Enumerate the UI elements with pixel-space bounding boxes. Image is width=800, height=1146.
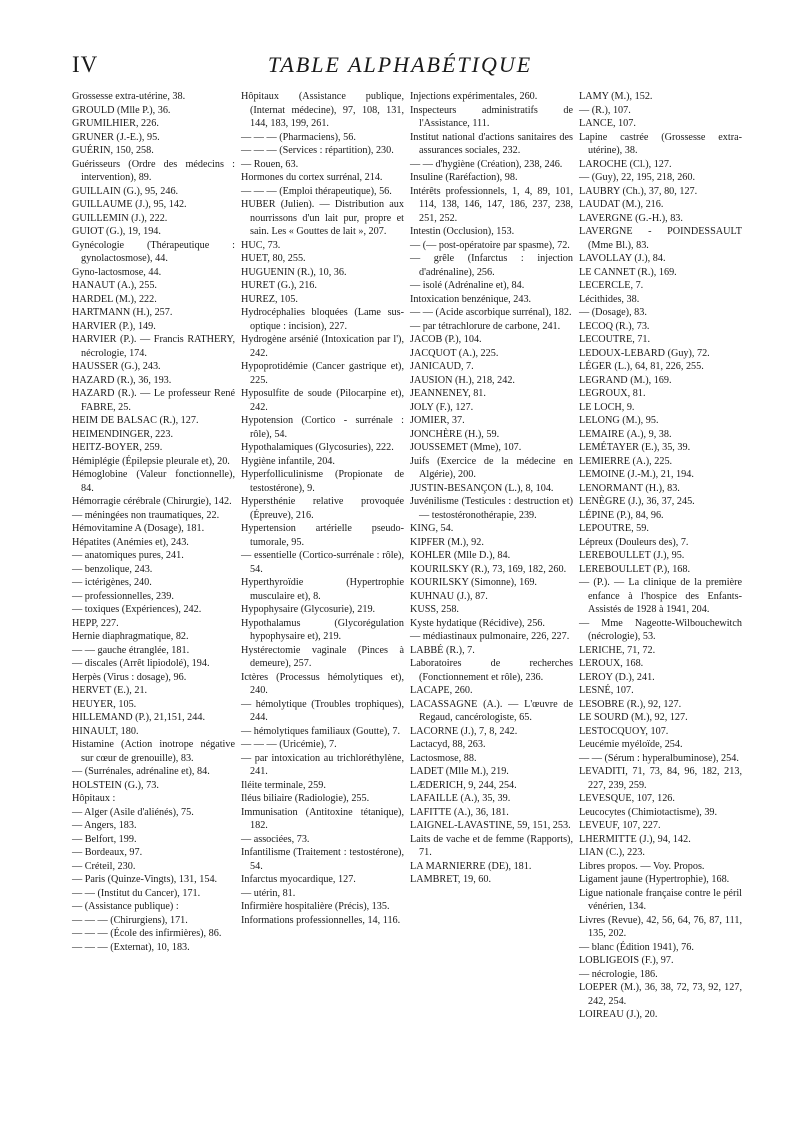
index-entry: Hystérectomie vaginale (Pinces à demeure), 257. (241, 644, 404, 669)
index-entry: LACAPE, 260. (410, 685, 473, 696)
index-entry: — méningées non traumatiques, 22. (72, 509, 220, 521)
index-entry: — — — (Externat), 10, 183. (72, 941, 190, 953)
index-entry: HEITZ-BOYER, 259. (72, 442, 163, 453)
index-entry: LEMIERRE (A.), 225. (579, 455, 673, 467)
index-entry: KUSS, 258. (410, 604, 459, 615)
index-entry: LAUDAT (M.), 216. (579, 199, 664, 210)
index-entry: LA MARNIERRE (DE), 181. (410, 860, 532, 872)
index-entry: HARVIER (P.). — Francis RATHERY, nécrologie, 174. (72, 334, 235, 359)
index-entry: JOMIER, 37. (410, 415, 465, 426)
index-entry: Hémorragie cérébrale (Chirurgie), 142. (72, 496, 232, 507)
index-entry: JOUSSEMET (Mme), 107. (410, 442, 522, 453)
index-entry: Lépreux (Douleurs des), 7. (579, 536, 689, 548)
index-entry: LOIREAU (J.), 20. (579, 1009, 658, 1020)
index-entry: HURET (G.), 216. (241, 280, 317, 291)
index-entry: Hémovitamine A (Dosage), 181. (72, 523, 205, 534)
index-entry: HERVET (E.), 21. (72, 685, 148, 696)
index-entry: LECOUTRE, 71. (579, 334, 651, 345)
index-entry: Lactacyd, 88, 263. (410, 739, 486, 750)
index-entry: — Angers, 183. (72, 820, 137, 831)
index-entry: — par intoxication au trichloréthylène, 241. (241, 752, 404, 777)
index-entry: GUILLEMIN (J.), 222. (72, 212, 168, 224)
index-entry: JONCHÈRE (H.), 59. (410, 428, 500, 440)
index-entry: LE CANNET (R.), 169. (579, 266, 677, 278)
index-entry: KUHNAU (J.), 87. (410, 590, 488, 602)
index-entry: — (P.). — La clinique de la première enfance à l'hospice des Enfants-Assistés de 1928 à 1941, 204. (579, 577, 742, 615)
index-entry: LEROY (D.), 241. (579, 671, 655, 683)
index-entry: Intoxication benzénique, 243. (410, 293, 532, 305)
index-entry: HEIMENDINGER, 223. (72, 428, 174, 440)
index-entry: Grossesse extra-utérine, 38. (72, 91, 186, 102)
index-column-2 (241, 90, 404, 1022)
index-entry: Laboratoires de recherches (Fonctionnement et rôle), 236. (410, 658, 573, 683)
index-entry: LANCE, 107. (579, 118, 636, 129)
index-entry: Hypersthénie relative provoquée (Épreuve), 216. (241, 496, 404, 521)
index-entry: LEREBOULLET (J.), 95. (579, 550, 685, 561)
index-entry: Hyposulfite de soude (Pilocarpine et), 242. (241, 388, 404, 413)
index-entry: — ictérigènes, 240. (72, 577, 152, 588)
index-entry: GRUNER (J.-E.), 95. (72, 131, 160, 143)
index-entry: — (Assistance publique) : (72, 901, 179, 912)
index-entry: LAVERGNE (G.-H.), 83. (579, 212, 683, 224)
index-entry: GUIOT (G.), 19, 194. (72, 226, 161, 237)
index-entry: Hypotension (Cortico - surrénale : rôle), 54. (241, 415, 404, 440)
index-entry: KING, 54. (410, 523, 454, 534)
index-entry: Inspecteurs administratifs de l'Assistance, 111. (410, 104, 573, 129)
index-entry: — toxiques (Expériences), 242. (72, 604, 202, 615)
index-entry: Hôpitaux (Assistance publique, (Internat médecine), 97, 108, 131, 144, 183, 199, 261. (241, 91, 404, 129)
index-entry: — nécrologie, 186. (579, 968, 658, 980)
index-entry: HUET, 80, 255. (241, 253, 306, 264)
index-entry: HOLSTEIN (G.), 73. (72, 779, 159, 791)
index-entry: — hémolytique (Troubles trophiques), 244. (241, 698, 404, 723)
index-entry: LEREBOULLET (P.), 168. (579, 563, 691, 575)
index-entry: KOHLER (Mlle D.), 84. (410, 550, 511, 561)
index-entry: HINAULT, 180. (72, 725, 139, 737)
index-entry: — (Surrénales, adrénaline et), 84. (72, 766, 210, 777)
index-entry: LAMY (M.), 152. (579, 91, 653, 102)
index-entry: LADET (Mlle M.), 219. (410, 766, 509, 777)
index-entry: — discales (Arrêt lipiodolé), 194. (72, 658, 210, 669)
index-entry: HAZARD (R.). — Le professeur René FABRE, 25. (72, 388, 235, 413)
index-entry: — — — (Services : répartition), 230. (241, 145, 394, 156)
index-entry: HARVIER (P.), 149. (72, 320, 156, 332)
index-entry: LERICHE, 71, 72. (579, 644, 656, 656)
index-entry: Lapine castrée (Grossesse extra-utérine), 38. (579, 131, 742, 156)
index-entry: Guérisseurs (Ordre des médecins : intervention), 89. (72, 158, 235, 183)
index-entry: Ictères (Processus hémolytiques et), 240. (241, 671, 404, 696)
index-entry: — — — (Chirurgiens), 171. (72, 914, 188, 926)
index-entry: KOURILSKY (Simonne), 169. (410, 577, 537, 588)
index-entry: — grêle (Infarctus : injection d'adrénaline), 256. (410, 253, 573, 278)
index-entry: LEVESQUE, 107, 126. (579, 793, 675, 804)
index-entry: — — — (École des infirmières), 86. (72, 928, 222, 939)
index-column-3 (410, 90, 573, 1022)
index-entry: GUILLAIN (G.), 95, 246. (72, 185, 179, 197)
index-columns (72, 90, 772, 1022)
index-entry: — — — (Emploi thérapeutique), 56. (241, 185, 392, 197)
index-entry: Lécithides, 38. (579, 293, 640, 305)
index-entry: — Alger (Asile d'aliénés), 75. (72, 806, 194, 818)
index-entry: — par tétrachlorure de carbone, 241. (410, 320, 561, 332)
index-entry: HANAUT (A.), 255. (72, 280, 157, 291)
index-entry: Hypertension artérielle pseudo-tumorale, 95. (241, 523, 404, 548)
index-entry: LENORMANT (H.), 83. (579, 482, 680, 494)
index-entry: Hygiène infantile, 204. (241, 455, 335, 467)
index-entry: Intestin (Occlusion), 153. (410, 226, 515, 237)
index-entry: LELONG (M.), 95. (579, 415, 659, 426)
index-entry: LOBLIGEOIS (F.), 97. (579, 955, 674, 966)
index-entry: LAFITTE (A.), 36, 181. (410, 806, 509, 818)
index-entry: Hernie diaphragmatique, 82. (72, 631, 189, 642)
index-entry: Hémiplégie (Épilepsie pleurale et), 20. (72, 455, 230, 467)
index-entry: LABBÉ (R.), 7. (410, 644, 475, 656)
index-entry: GUILLAUME (J.), 95, 142. (72, 199, 187, 210)
index-entry: LAROCHE (Cl.), 127. (579, 158, 672, 170)
index-entry: Injections expérimentales, 260. (410, 91, 538, 102)
index-entry: JACOB (P.), 104. (410, 334, 482, 345)
index-entry: Juvénilisme (Testicules : destruction et) — testostéronothérapie, 239. (410, 496, 573, 521)
index-entry: HARDEL (M.), 222. (72, 293, 157, 305)
index-entry: Hôpitaux : (72, 793, 116, 804)
page-title: TABLE ALPHABÉTIQUE (267, 52, 533, 77)
index-entry: Laits de vache et de femme (Rapports), 71. (410, 833, 573, 858)
index-entry: Livres (Revue), 42, 56, 64, 76, 87, 111, 135, 202. (579, 914, 742, 939)
index-entry: — (Dosage), 83. (579, 307, 647, 318)
index-entry: JAUSION (H.), 218, 242. (410, 374, 515, 386)
index-entry: LEVADITI, 71, 73, 84, 96, 182, 213, 227, 239, 259. (579, 766, 742, 791)
index-entry: LENÈGRE (J.), 36, 37, 245. (579, 496, 695, 507)
index-entry: — (Guy), 22, 195, 218, 260. (579, 172, 696, 183)
index-entry: Histamine (Action inotrope négative sur cœur de grenouille), 83. (72, 739, 235, 764)
index-entry: LAIGNEL-LAVASTINE, 59, 151, 253. (410, 820, 571, 831)
index-entry: LEMAIRE (A.), 9, 38. (579, 428, 672, 440)
index-entry: KIPFER (M.), 92. (410, 536, 484, 548)
index-entry: LE SOURD (M.), 92, 127. (579, 712, 688, 723)
index-entry: — — (Acide ascorbique surrénal), 182. (410, 307, 572, 318)
index-entry: Hypothalamiques (Glycosuries), 222. (241, 442, 394, 453)
index-entry: LAUBRY (Ch.), 37, 80, 127. (579, 185, 698, 197)
index-entry: JUSTIN-BESANÇON (L.), 8, 104. (410, 482, 554, 494)
index-entry: — — — (Uricémie), 7. (241, 739, 337, 750)
index-entry: LACORNE (J.), 7, 8, 242. (410, 725, 518, 737)
index-entry: LECOQ (R.), 73. (579, 320, 650, 332)
index-entry: LECERCLE, 7. (579, 280, 644, 291)
index-entry: Hypophysaire (Glycosurie), 219. (241, 604, 376, 615)
index-entry: — Bordeaux, 97. (72, 847, 143, 858)
index-entry: — associées, 73. (241, 833, 310, 845)
index-entry: HEIM DE BALSAC (R.), 127. (72, 415, 199, 426)
index-entry: LÉGER (L.), 64, 81, 226, 255. (579, 361, 704, 372)
index-column-4 (579, 90, 742, 1022)
index-entry: — — gauche étranglée, 181. (72, 644, 190, 656)
index-entry: LACASSAGNE (A.). — L'œuvre de Regaud, cancérologiste, 65. (410, 698, 573, 723)
index-entry: Hypoprotidémie (Cancer gastrique et), 225. (241, 361, 404, 386)
index-entry: HARTMANN (H.), 257. (72, 307, 173, 318)
index-entry: — Créteil, 230. (72, 860, 136, 872)
index-entry: Infirmière hospitalière (Précis), 135. (241, 901, 390, 912)
index-entry: HUC, 73. (241, 239, 281, 251)
index-entry: JEANNENEY, 81. (410, 388, 486, 399)
index-entry: LAVOLLAY (J.), 84. (579, 253, 666, 264)
index-entry: Leucémie myéloïde, 254. (579, 739, 683, 750)
index-entry: LÉPINE (P.), 84, 96. (579, 509, 664, 521)
index-entry: JOLY (F.), 127. (410, 401, 474, 413)
index-entry: Hyperthyroïdie (Hypertrophie musculaire et), 8. (241, 577, 404, 602)
index-entry: — — — (Pharmaciens), 56. (241, 131, 356, 143)
index-entry: HEUYER, 105. (72, 698, 137, 710)
index-entry: — utérin, 81. (241, 887, 296, 899)
index-entry: HEPP, 227. (72, 617, 119, 629)
index-entry: — Rouen, 63. (241, 158, 299, 170)
index-entry: HUBER (Julien). — Distribution aux nourrissons d'un lait pur, propre et sain. Les « Gouttes de lait », 207. (241, 199, 404, 237)
index-entry: Hormones du cortex surrénal, 214. (241, 172, 383, 183)
index-entry: Hydrocéphalies bloquées (Lame sus-optique : incision), 227. (241, 307, 404, 332)
index-entry: LAFAILLE (A.), 35, 39. (410, 793, 511, 804)
index-entry: — — (Sérum : hyperalbuminose), 254. (579, 752, 739, 764)
index-entry: Herpès (Virus : dosage), 96. (72, 671, 187, 683)
index-entry: Iléite terminale, 259. (241, 779, 326, 791)
index-entry: KOURILSKY (R.), 73, 169, 182, 260. (410, 563, 567, 575)
index-entry: Ligament jaune (Hypertrophie), 168. (579, 874, 730, 885)
page-number: IV (72, 52, 99, 77)
index-entry: LE LOCH, 9. (579, 401, 635, 413)
index-entry: Lactosmose, 88. (410, 752, 477, 764)
index-entry: — Belfort, 199. (72, 833, 137, 845)
index-entry: — (— post-opératoire par spasme), 72. (410, 239, 570, 251)
index-entry: GRUMILHIER, 226. (72, 118, 159, 129)
index-entry: LEGRAND (M.), 169. (579, 374, 672, 386)
index-entry: — — (Institut du Cancer), 171. (72, 887, 201, 899)
index-entry: — Paris (Quinze-Vingts), 131, 154. (72, 874, 218, 885)
index-entry: HAUSSER (G.), 243. (72, 361, 161, 372)
index-entry: LEPOUTRE, 59. (579, 523, 649, 534)
index-entry: JANICAUD, 7. (410, 361, 474, 372)
index-entry: Informations professionnelles, 14, 116. (241, 914, 401, 926)
index-entry: — médiastinaux pulmonaire, 226, 227. (410, 631, 570, 642)
index-entry: LHERMITTE (J.), 94, 142. (579, 833, 691, 845)
index-entry: Libres propos. — Voy. Propos. (579, 860, 705, 872)
index-entry: Ligue nationale française contre le péril vénérien, 134. (579, 887, 742, 912)
index-entry: HUGUENIN (R.), 10, 36. (241, 266, 347, 278)
index-entry: LAMBRET, 19, 60. (410, 874, 492, 885)
index-entry: JACQUOT (A.), 225. (410, 347, 499, 359)
index-entry: HAZARD (R.), 36, 193. (72, 374, 172, 386)
index-entry: — isolé (Adrénaline et), 84. (410, 280, 525, 291)
index-entry: HILLEMAND (P.), 21,151, 244. (72, 712, 205, 723)
index-entry: Juifs (Exercice de la médecine en Algérie), 200. (410, 455, 573, 480)
index-entry: LÆDERICH, 9, 244, 254. (410, 779, 517, 791)
index-entry: Gyno-lactosmose, 44. (72, 266, 162, 278)
index-entry: LEROUX, 168. (579, 658, 644, 669)
index-entry: — hémolytiques familiaux (Goutte), 7. (241, 725, 401, 737)
index-entry: LOEPER (M.), 36, 38, 72, 73, 92, 127, 242, 254. (579, 982, 742, 1007)
index-entry: LEVEUF, 107, 227. (579, 820, 661, 831)
index-entry: LESOBRE (R.), 92, 127. (579, 698, 682, 710)
index-entry: Institut national d'actions sanitaires des assurances sociales, 232. (410, 131, 573, 156)
index-entry: Hydrogène arsénié (Intoxication par l'), 242. (241, 334, 404, 359)
index-entry: Infarctus myocardique, 127. (241, 874, 356, 885)
index-entry: Infantilisme (Traitement : testostérone), 54. (241, 847, 404, 872)
index-entry: Iléus biliaire (Radiologie), 255. (241, 793, 370, 804)
index-entry: LEMÉTAYER (E.), 35, 39. (579, 442, 691, 453)
index-entry: Hémoglobine (Valeur fonctionnelle), 84. (72, 469, 235, 494)
index-entry: — blanc (Édition 1941), 76. (579, 941, 694, 953)
index-entry: LEMOINE (J.-M.), 21, 194. (579, 469, 694, 480)
index-entry: — professionnelles, 239. (72, 590, 174, 602)
index-entry: HUREZ, 105. (241, 293, 298, 305)
index-entry: Hyperfolliculinisme (Propionate de testostérone), 9. (241, 469, 404, 494)
index-entry: LEGROUX, 81. (579, 388, 646, 399)
index-entry: — Mme Nageotte-Wilbouchewitch (nécrologie), 53. (579, 617, 742, 642)
index-entry: — anatomiques pures, 241. (72, 550, 184, 561)
index-entry: LESNÉ, 107. (579, 685, 634, 696)
index-entry: Kyste hydatique (Récidive), 256. (410, 617, 545, 629)
index-entry: Hépatites (Anémies et), 243. (72, 536, 189, 548)
index-entry: Immunisation (Antitoxine tétanique), 182. (241, 806, 404, 831)
index-column-1 (72, 90, 235, 1022)
index-entry: LESTOCQUOY, 107. (579, 725, 669, 737)
index-entry: Gynécologie (Thérapeutique : gynolactosmose), 44. (72, 239, 235, 264)
index-entry: Intérêts professionnels, 1, 4, 89, 101, 114, 138, 146, 147, 186, 237, 238, 251, 252. (410, 185, 573, 224)
index-entry: Leucocytes (Chimiotactisme), 39. (579, 806, 718, 818)
index-entry: Hypothalamus (Glycorégulation hypophysaire et), 219. (241, 617, 404, 642)
index-entry: LEDOUX-LEBARD (Guy), 72. (579, 347, 710, 359)
index-entry: — essentielle (Cortico-surrénale : rôle), 54. (241, 550, 404, 575)
index-entry: — (R.), 107. (579, 104, 631, 116)
index-entry: GROULD (Mlle P.), 36. (72, 104, 171, 116)
index-entry: LIAN (C.), 223. (579, 847, 645, 858)
index-entry: Insuline (Raréfaction), 98. (410, 172, 518, 183)
index-entry: — — d'hygiène (Création), 238, 246. (410, 158, 563, 170)
index-entry: LAVERGNE - POINDESSAULT (Mme Bl.), 83. (579, 226, 742, 251)
index-entry: GUÉRIN, 150, 258. (72, 145, 154, 156)
index-entry: — benzolique, 243. (72, 563, 153, 575)
